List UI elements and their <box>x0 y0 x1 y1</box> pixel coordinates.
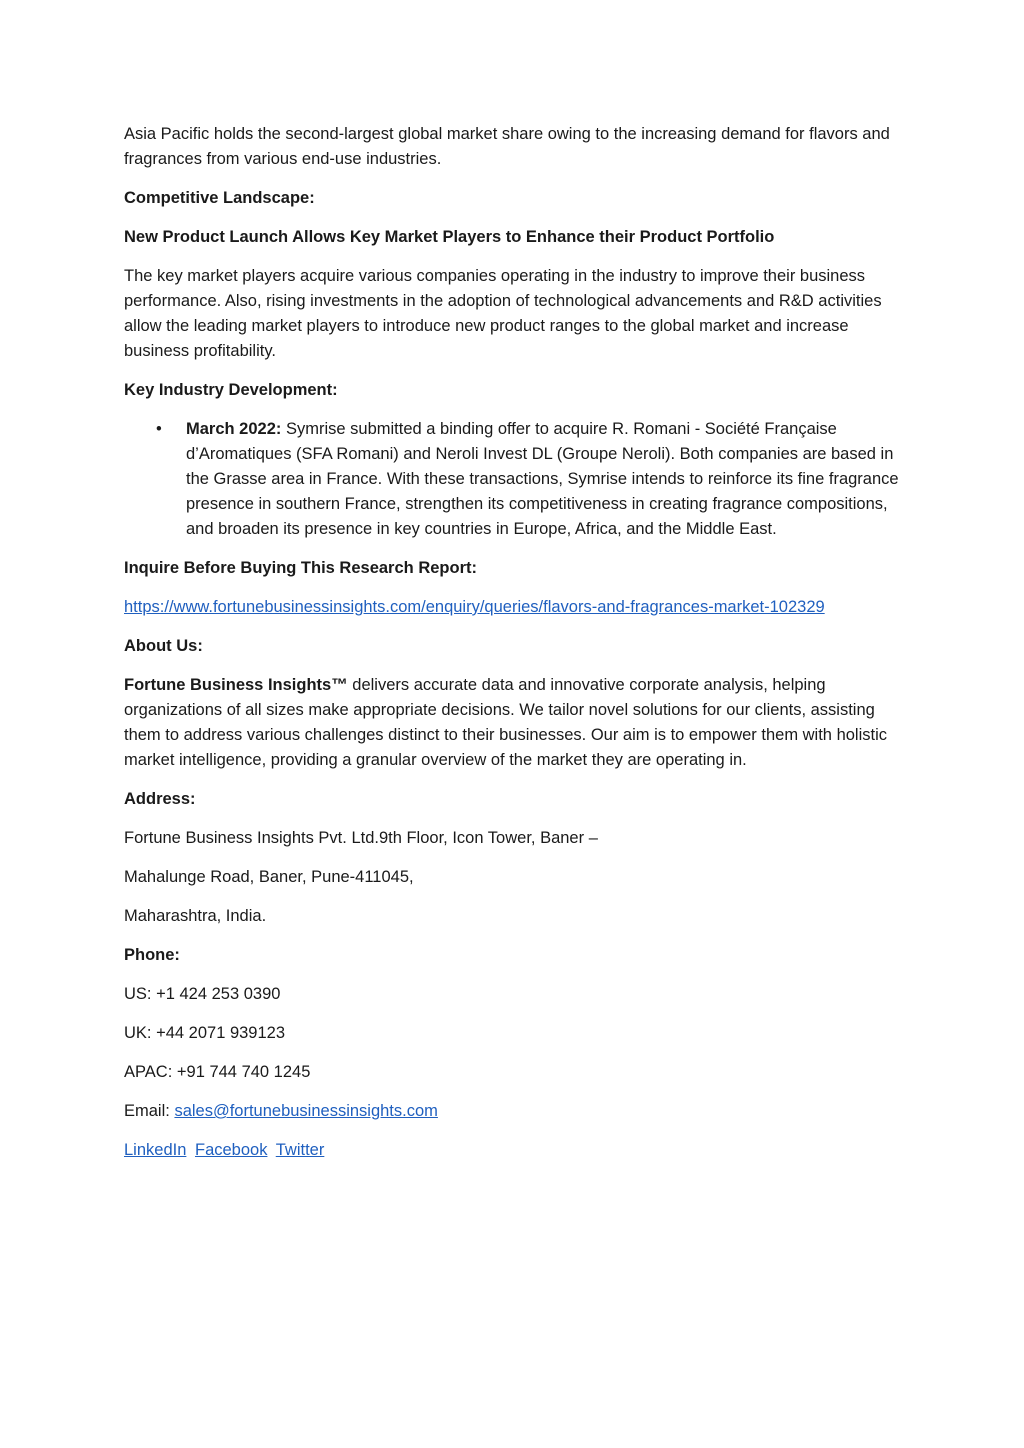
competitive-subheading: New Product Launch Allows Key Market Players to Enhance their Product Portfolio <box>124 228 775 246</box>
linkedin-link[interactable]: LinkedIn <box>124 1141 187 1159</box>
facebook-link[interactable]: Facebook <box>194 1141 268 1159</box>
competitive-landscape-heading: Competitive Landscape: <box>124 189 315 207</box>
phone-uk: UK: +44 2071 939123 <box>124 1024 286 1042</box>
email-line <box>124 1099 904 1124</box>
inquire-link-paragraph <box>124 595 904 620</box>
email-label: Email: <box>124 1102 175 1120</box>
development-list <box>124 417 904 542</box>
about-us-paragraph <box>124 673 904 773</box>
phone-heading: Phone: <box>124 946 180 964</box>
twitter-link[interactable]: Twitter <box>275 1141 325 1159</box>
about-us-heading: About Us: <box>124 637 203 655</box>
intro-paragraph: Asia Pacific holds the second-largest global market share owing to the increasing demand for flavors and fragrances from various end-use industries. <box>124 125 890 168</box>
document-page <box>124 122 904 1177</box>
inquire-heading: Inquire Before Buying This Research Report: <box>124 559 477 577</box>
social-links <box>124 1138 904 1163</box>
competitive-paragraph: The key market players acquire various companies operating in the industry to improve their business performance. Also, rising investments in the adoption of technological advancements and R&D activities allow the leading market players to introduce new product ranges to the global market and increase business profitability. <box>124 267 882 360</box>
inquire-link[interactable]: https://www.fortunebusinessinsights.com/enquiry/queries/flavors-and-fragrances-market-102329 <box>124 598 825 616</box>
phone-apac: APAC: +91 744 740 1245 <box>124 1063 311 1081</box>
development-text: Symrise submitted a binding offer to acquire R. Romani - Société Française d’Aromatiques (SFA Romani) and Neroli Invest DL (Groupe Neroli). Both companies are based in the Grasse area in France. With these transactions, Symrise intends to reinforce its fine fragrance presence in southern France, strengthen its competitiveness in creating fragrance compositions, and broaden its presence in key countries in Europe, Africa, and the Middle East. <box>186 420 899 538</box>
email-link[interactable]: sales@fortunebusinessinsights.com <box>174 1102 438 1120</box>
address-line: Maharashtra, India. <box>124 907 267 925</box>
key-industry-development-heading: Key Industry Development: <box>124 381 338 399</box>
bullet-icon: • <box>156 420 162 438</box>
development-date: March 2022: <box>186 420 282 438</box>
phone-us: US: +1 424 253 0390 <box>124 985 281 1003</box>
company-name: Fortune Business Insights™ <box>124 676 348 694</box>
development-item <box>124 417 904 542</box>
about-us-text: delivers accurate data and innovative corporate analysis, helping organizations of all sizes make appropriate decisions. We tailor novel solutions for our clients, assisting them to address various challenges distinct to their businesses. Our aim is to empower them with holistic market intelligence, providing a granular overview of the market they are operating in. <box>124 676 888 769</box>
address-line: Mahalunge Road, Baner, Pune-411045, <box>124 868 414 886</box>
address-line: Fortune Business Insights Pvt. Ltd.9th Floor, Icon Tower, Baner – <box>124 829 598 847</box>
address-heading: Address: <box>124 790 196 808</box>
